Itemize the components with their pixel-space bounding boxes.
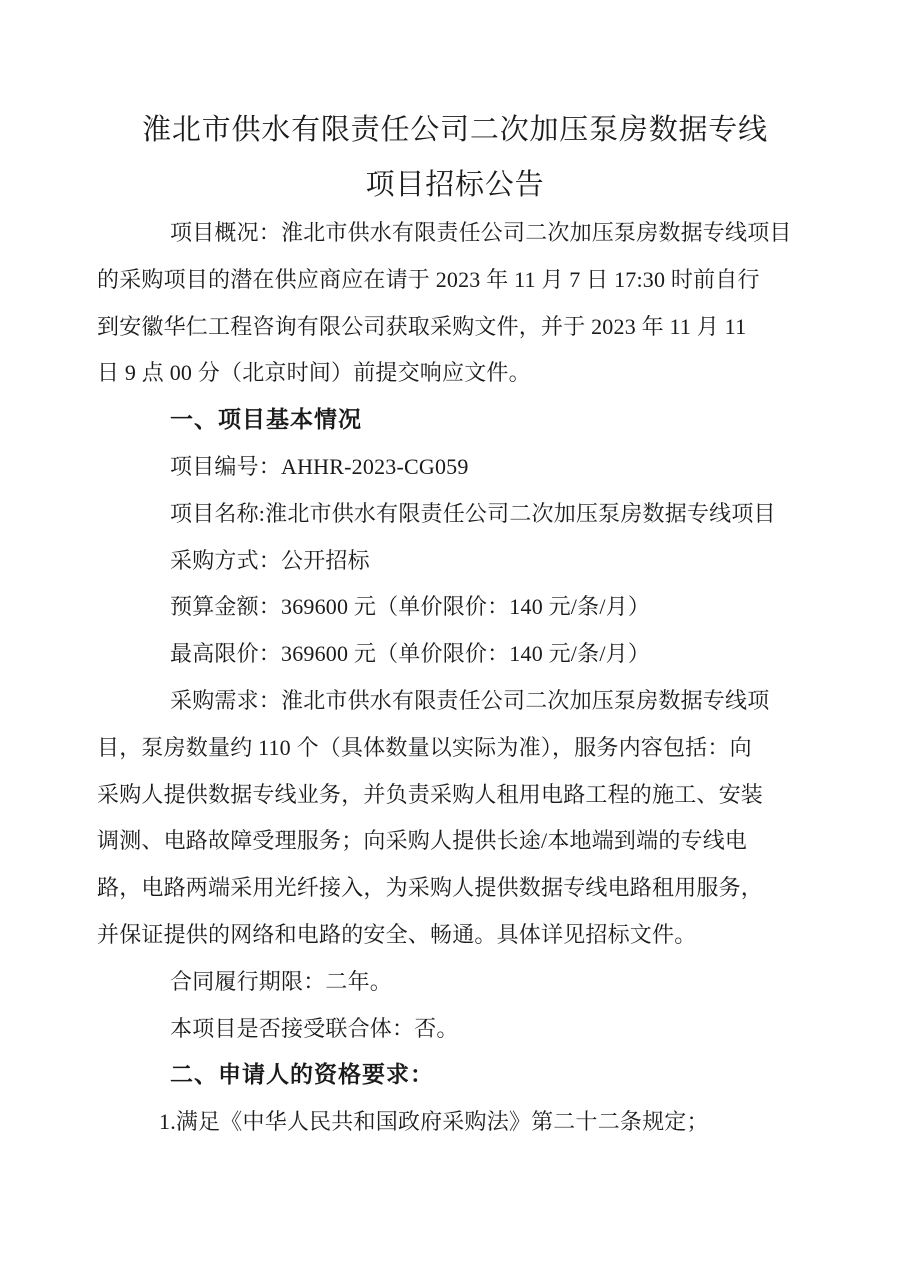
para-overview-line-3: 到安徽华仁工程咨询有限公司获取采购文件，并于 2023 年 11 月 11 [97,314,747,339]
para-requirements-line-1: 采购需求：淮北市供水有限责任公司二次加压泵房数据专线项 [170,688,770,713]
doc-title-line-1: 淮北市供水有限责任公司二次加压泵房数据专线 [142,114,768,146]
para-overview-line-1: 项目概况：淮北市供水有限责任公司二次加压泵房数据专线项目 [170,220,792,245]
doc-title-line-2: 项目招标公告 [365,169,545,201]
para-requirements-line-4: 调测、电路故障受理服务；向采购人提供长途/本地端到端的专线电 [97,828,748,853]
para-requirements-line-2: 目，泵房数量约 110 个（具体数量以实际为准），服务内容包括：向 [97,735,752,760]
field-consortium-accepted: 本项目是否接受联合体：否。 [170,1016,459,1041]
heading-section-1: 一、项目基本情况 [170,407,362,432]
heading-section-2: 二、申请人的资格要求： [170,1062,434,1087]
field-budget-amount: 预算金额：369600 元（单价限价：140 元/条/月） [170,594,651,619]
para-requirements-line-3: 采购人提供数据专线业务，并负责采购人租用电路工程的施工、安装 [97,782,764,807]
field-project-name: 项目名称:淮北市供水有限责任公司二次加压泵房数据专线项目 [170,501,776,526]
item-qualification-1: 1.满足《中华人民共和国政府采购法》第二十二条规定； [159,1109,709,1134]
para-requirements-line-6: 并保证提供的网络和电路的安全、畅通。具体详见招标文件。 [97,922,697,947]
para-overview-line-4: 日 9 点 00 分（北京时间）前提交响应文件。 [97,360,531,385]
para-requirements-line-5: 路，电路两端采用光纤接入，为采购人提供数据专线电路租用服务， [97,875,764,900]
field-project-number: 项目编号：AHHR-2023-CG059 [170,454,469,479]
field-procurement-method: 采购方式：公开招标 [170,548,370,573]
para-overview-line-2: 的采购项目的潜在供应商应在请于 2023 年 11 月 7 日 17:30 时前自行 [97,267,760,292]
field-contract-term: 合同履行期限：二年。 [170,969,393,994]
field-max-price: 最高限价：369600 元（单价限价：140 元/条/月） [170,641,651,666]
